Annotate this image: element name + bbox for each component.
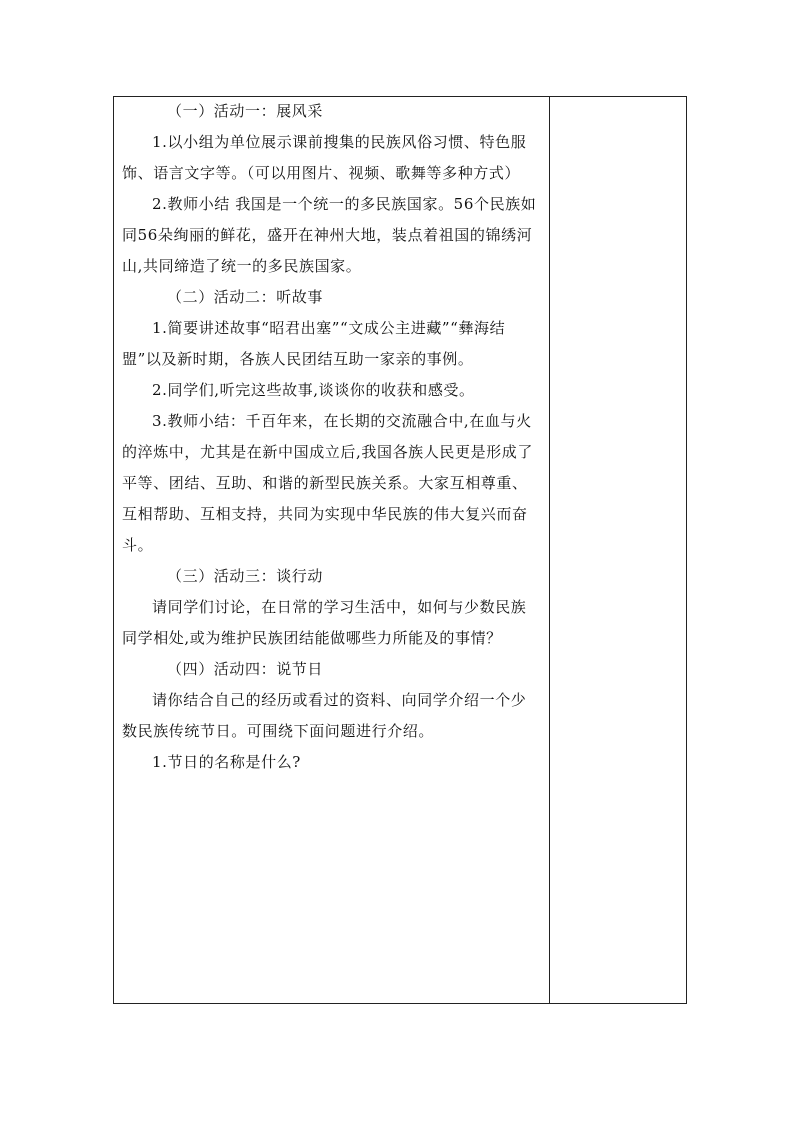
notes-cell: [550, 97, 686, 1003]
activity-4-intro: 请你结合自己的经历或看过的资料、向同学介绍一个少数民族传统节日。可围绕下面问题进行介绍。: [122, 691, 527, 740]
lesson-table: [113, 96, 687, 1004]
lesson-content-cell: [114, 97, 550, 1003]
activity-3-discussion: 请同学们讨论，在日常的学习生活中，如何与少数民族同学相处,或为维护民族团结能做哪些力所能及的事情？: [122, 598, 527, 647]
activity-4-heading: （四）活动四：说节日: [167, 660, 324, 678]
activity-3-heading: （三）活动三：谈行动: [167, 567, 324, 585]
activity-1-item-1: 1.以小组为单位展示课前搜集的民族风俗习惯、特色服饰、语言文字等。（可以用图片、视频、歌舞等多种方式）: [122, 133, 527, 182]
activity-2-summary: 3.教师小结：千百年来，在长期的交流融合中,在血与火的淬炼中，尤其是在新中国成立后,我国各族人民更是形成了平等、团结、互助、和谐的新型民族关系。大家互相尊重、互相帮助、互相支持，共同为实现中华民族的伟大复兴而奋斗。: [122, 412, 533, 554]
activity-2-item-2: 2.同学们,听完这些故事,谈谈你的收获和感受。: [152, 381, 475, 399]
activity-2-item-1: 1.简要讲述故事“昭君出塞”“文成公主进藏”“彝海结盟”以及新时期，各族人民团结互助一家亲的事例。: [122, 319, 506, 368]
activity-4-question-1: 1.节日的名称是什么?: [152, 753, 301, 771]
activity-2-heading: （二）活动二：听故事: [167, 288, 324, 306]
activity-1-summary: 2.教师小结 我国是一个统一的多民族国家。56个民族如同56朵绚丽的鲜花，盛开在神州大地，装点着祖国的锦绣河山,共同缔造了统一的多民族国家。: [122, 195, 537, 275]
activity-1-heading: （一）活动一：展风采: [167, 102, 324, 120]
